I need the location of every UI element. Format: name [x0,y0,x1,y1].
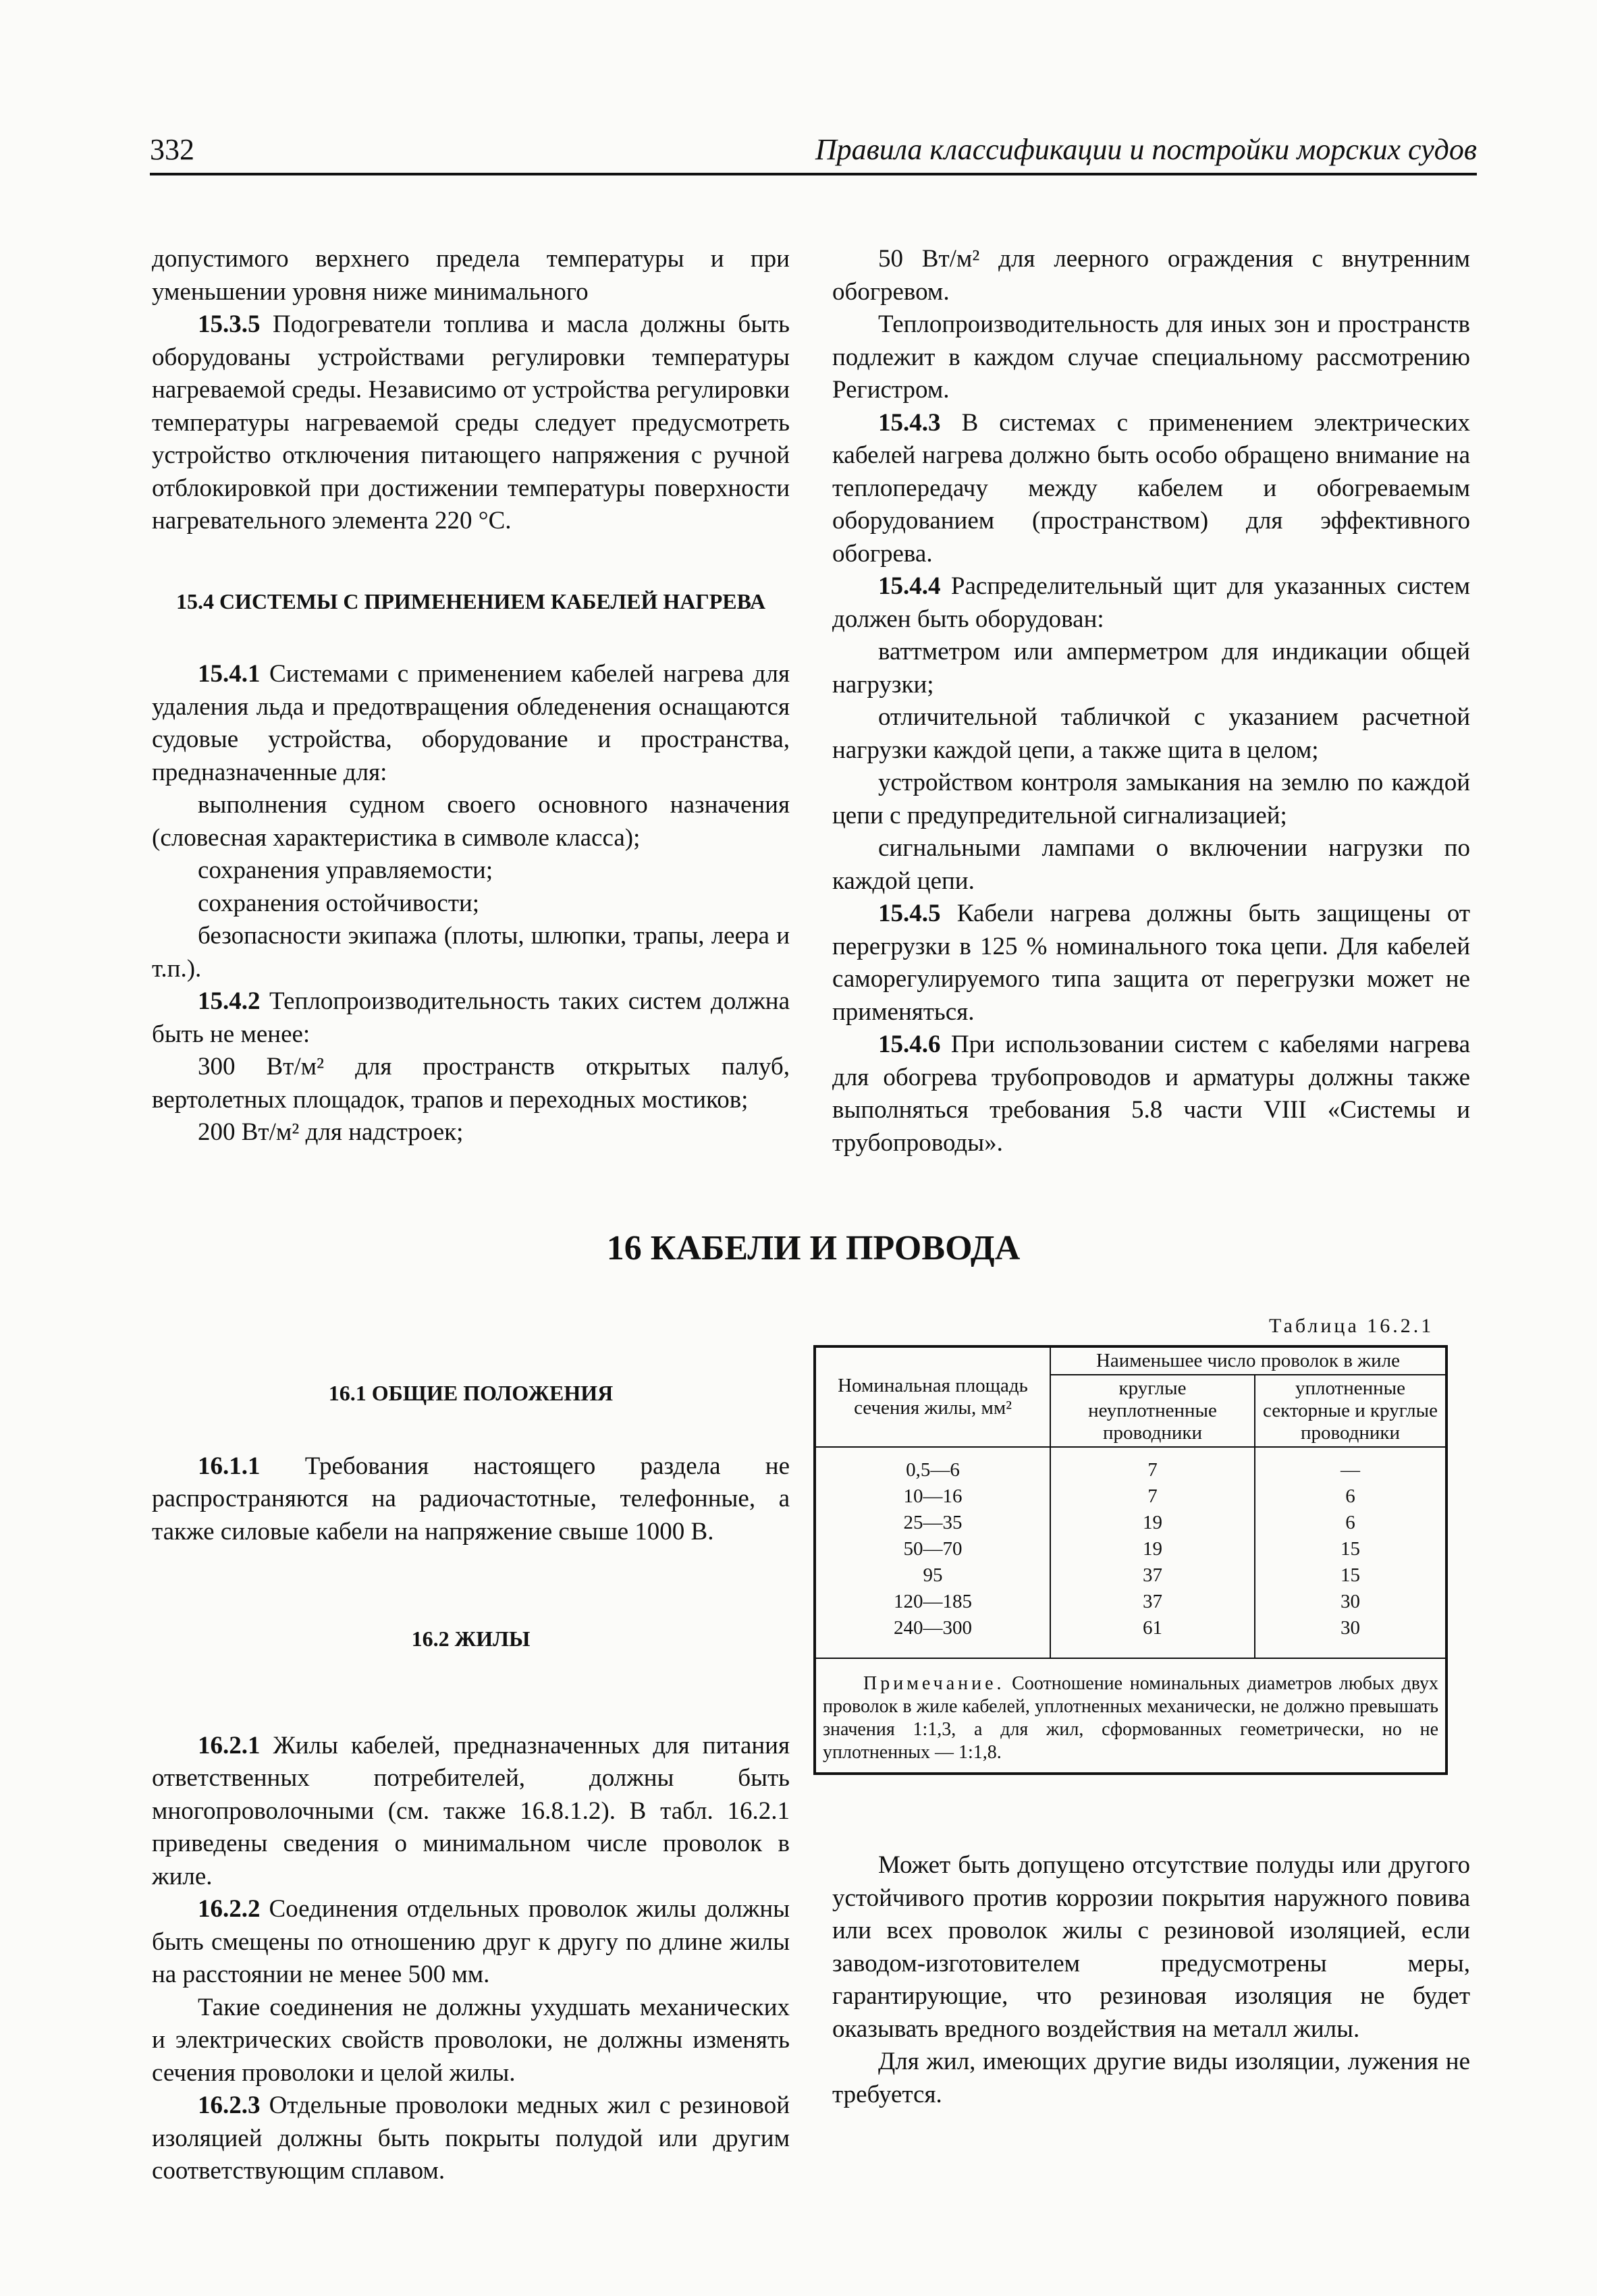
table-row [815,1562,1446,1589]
paragraph-text: Требования настоящего раздела не распространяются на радиочастотные, телефонные, а также силовые кабели на напряжение свыше 1000 В. [152,1452,790,1546]
clause-number: 15.4.6 [878,1031,941,1058]
chapter-title: 16 КАБЕЛИ И ПРОВОДА [606,1229,1021,1267]
paragraph-text: Кабели нагрева должны быть защищены от перегрузки в 125 % номинального тока цепи. Для кабелей саморегулируемого типа защита от перегрузки может не применяться. [832,900,1470,1026]
clause-number: 15.4.1 [198,660,261,688]
cell-compact: 6 [1255,1510,1446,1536]
cell-round: 7 [1050,1483,1255,1510]
clause-number: 15.4.3 [878,408,941,437]
cell-compact: — [1255,1447,1446,1483]
list-item: сохранения управляемости; [198,856,493,884]
note-label: Примечание. [863,1673,1005,1694]
paragraph-text: Теплопроизводительность таких систем должна быть не менее: [152,987,790,1048]
list-item: отличительной табличкой с указанием расчетной нагрузки каждой цепи, а также щита в целом; [832,703,1470,764]
clause-number: 15.3.5 [198,310,261,338]
cell-area: 95 [815,1562,1050,1589]
paragraph: Для жил, имеющих другие виды изоляции, лужения не требуется. [832,2048,1470,2108]
paragraph [152,2089,790,2188]
column-group-header: Наименьшее число проволок в жиле [1050,1346,1446,1375]
column-header-round: круглые неуплотненные проводники [1050,1375,1255,1447]
clause-number: 16.1.1 [198,1452,261,1480]
list-item: 300 Вт/м² для пространств открытых палуб, вертолетных площадок, трапов и переходных мостиков; [152,1053,790,1114]
list-item: безопасности экипажа (плоты, шлюпки, трапы, леера и т.п.). [152,922,790,983]
paragraph [152,1893,790,1992]
cell-compact: 6 [1255,1483,1446,1510]
paragraph: Такие соединения не должны ухудшать механических и электрических свойств проволоки, не должны изменять сечения проволоки и целой жилы. [152,1993,790,2087]
cell-compact: 15 [1255,1536,1446,1562]
cell-round: 7 [1050,1447,1255,1483]
paragraph: Теплопроизводительность для иных зон и пространств подлежит в каждом случае специальному рассмотрению Регистром. [832,310,1470,404]
column-header-compact: уплотненные секторные и круглые проводники [1255,1375,1446,1447]
clause-number: 15.4.5 [878,900,941,927]
table-row [815,1589,1446,1615]
section-heading: 15.4 СИСТЕМЫ С ПРИМЕНЕНИЕМ КАБЕЛЕЙ НАГРЕВА [175,589,766,613]
paragraph [832,898,1470,1029]
cell-compact: 15 [1255,1562,1446,1589]
paragraph [152,985,790,1051]
section-heading: 16.1 ОБЩИЕ ПОЛОЖЕНИЯ [328,1381,614,1405]
list-item: устройством контроля замыкания на землю по каждой цепи с предупредительной сигнализацией; [832,769,1470,829]
note-text: Соотношение номинальных диаметров любых двух проволок в жиле кабелей, уплотненных механически, не должно превышать значения 1:1,3, а для жил, сформованных геометрически, но не уплотненных — 1:1,8. [823,1673,1438,1763]
paragraph-text: Распределительный щит для указанных систем должен быть оборудован: [832,572,1470,633]
clause-number: 15.4.4 [878,572,941,600]
paragraph-text: Подогреватели топлива и масла должны быть оборудованы устройствами регулировки температуры нагреваемой среды. Независимо от устройства регулировки температуры нагреваемой среды следует предусмотреть устройство отключения питающего напряжения с ручной отблокировкой при достижении температуры поверхности нагревательного элемента 220 °С. [152,310,790,535]
left-column-bottom [152,1377,790,2188]
list-item: выполнения судном своего основного назначения (словесная характеристика в символе класса); [152,791,790,852]
clause-number: 16.2.2 [198,1895,261,1923]
table-note [815,1658,1446,1774]
page-number: 332 [150,133,194,166]
right-column-bottom [832,1849,1470,2111]
cell-area: 50—70 [815,1536,1050,1562]
table-row [815,1447,1446,1483]
list-item: 50 Вт/м² для леерного ограждения с внутренним обогревом. [832,245,1470,306]
paragraph [152,308,790,538]
paragraph-text: В системах с применением электрических кабелей нагрева должно быть особо обращено внимание на теплопередачу между кабелем и обогреваемым оборудованием (пространством) для эффективного обогрева. [832,408,1470,568]
section-heading: 16.2 ЖИЛЫ [411,1627,531,1651]
table-caption: Таблица 16.2.1 [1269,1315,1434,1337]
list-item: сигнальными лампами о включении нагрузки по каждой цепи. [832,834,1470,895]
cell-compact: 30 [1255,1589,1446,1615]
paragraph [832,407,1470,571]
clause-number: 15.4.2 [198,987,261,1015]
cell-area: 240—300 [815,1615,1050,1658]
paragraph-text: Системами с применением кабелей нагрева для удаления льда и предотвращения обледенения оснащаются судовые устройства, оборудование и пространства, предназначенные для: [152,660,790,786]
cell-round: 19 [1050,1510,1255,1536]
paragraph [152,658,790,789]
paragraph: Может быть допущено отсутствие полуды или другого устойчивого против коррозии покрытия наружного повива или всех проволок жилы с резиновой изоляцией, если заводом-изготовителем предусмотрены меры, гарантирующие, что резиновая изоляция не будет оказывать вредного воздействия на металл жилы. [832,1851,1470,2043]
cell-area: 0,5—6 [815,1447,1050,1483]
table-row [815,1615,1446,1658]
table-row [815,1510,1446,1536]
cell-round: 19 [1050,1536,1255,1562]
right-column-top [832,243,1470,1159]
cell-round: 37 [1050,1589,1255,1615]
paragraph-text: Отдельные проволоки медных жил с резиновой изоляцией должны быть покрыты полудой или другим соответствующим сплавом. [152,2092,790,2185]
wire-count-table [813,1345,1448,1775]
list-item: сохранения остойчивости; [198,889,480,917]
left-column-top [152,243,790,1149]
list-item: ваттметром или амперметром для индикации общей нагрузки; [832,638,1470,699]
paragraph [832,1029,1470,1159]
list-item: 200 Вт/м² для надстроек; [198,1118,464,1146]
cell-compact: 30 [1255,1615,1446,1658]
running-header [150,132,1477,175]
cell-area: 25—35 [815,1510,1050,1536]
table-row [815,1536,1446,1562]
paragraph [152,1730,790,1894]
book-title: Правила классификации и постройки морских судов [815,133,1477,166]
paragraph-text: Соединения отдельных проволок жилы должны быть смещены по отношению друг к другу по длине жилы на расстоянии не менее 500 мм. [152,1895,790,1988]
table-row [815,1483,1446,1510]
column-header-area: Номинальная площадь сечения жилы, мм² [815,1346,1050,1447]
paragraph-text: Жилы кабелей, предназначенных для питания ответственных потребителей, должны быть многопроволочными (см. также 16.8.1.2). В табл. 16.2.1 приведены сведения о минимальном числе проволок в жиле. [152,1731,790,1890]
paragraph [832,570,1470,636]
cell-area: 120—185 [815,1589,1050,1615]
paragraph [152,1450,790,1549]
paragraph: допустимого верхнего предела температуры и при уменьшении уровня ниже минимального [152,245,790,306]
paragraph-text: При использовании систем с кабелями нагрева для обогрева трубопроводов и арматуры должны также выполняться требования 5.8 части VIII «Системы и трубопроводы». [832,1031,1470,1157]
clause-number: 16.2.3 [198,2092,261,2119]
cell-area: 10—16 [815,1483,1050,1510]
cell-round: 37 [1050,1562,1255,1589]
cell-round: 61 [1050,1615,1255,1658]
clause-number: 16.2.1 [198,1731,261,1759]
